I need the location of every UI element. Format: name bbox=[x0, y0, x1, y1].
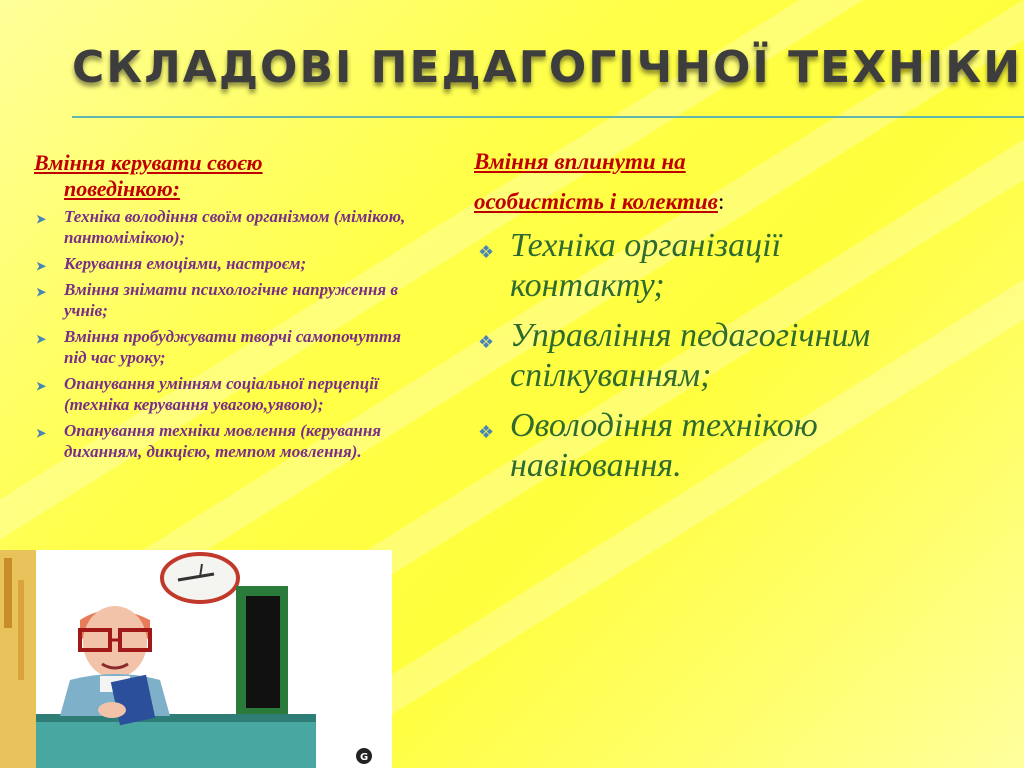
triangle-bullet-icon: ➤ bbox=[36, 426, 47, 440]
triangle-bullet-icon: ➤ bbox=[36, 379, 47, 393]
right-heading-line1: Вміння вплинути на bbox=[474, 149, 686, 174]
list-item-text: Вміння знімати психологічне напруження в учнів; bbox=[64, 280, 398, 320]
list-item bbox=[474, 226, 894, 306]
left-column bbox=[34, 150, 414, 467]
list-item bbox=[34, 279, 414, 321]
left-heading-line2: поведінкою: bbox=[64, 176, 180, 201]
triangle-bullet-icon: ➤ bbox=[36, 259, 47, 273]
right-heading bbox=[474, 142, 894, 222]
right-heading-colon: : bbox=[717, 189, 725, 214]
list-item bbox=[474, 406, 894, 486]
left-heading bbox=[34, 150, 414, 202]
wall-stripe bbox=[18, 580, 24, 680]
list-item-text: Опанування техніки мовлення (керування диханням, дикцією, темпом мовлення). bbox=[64, 421, 382, 461]
right-column bbox=[474, 142, 894, 496]
slide-title: СКЛАДОВІ ПЕДАГОГІЧНОЇ ТЕХНІКИ bbox=[72, 42, 1023, 93]
list-item-text: Управління педагогічним спілкуванням; bbox=[510, 317, 871, 394]
wall-stripe bbox=[4, 558, 12, 628]
teacher-illustration bbox=[0, 550, 392, 768]
list-item-text: Техніка організації контакту; bbox=[510, 227, 782, 304]
left-heading-line1: Вміння керувати своєю bbox=[34, 150, 263, 175]
clock-icon bbox=[162, 554, 238, 602]
title-divider bbox=[72, 116, 1024, 118]
publisher-logo bbox=[356, 748, 372, 764]
list-item bbox=[34, 326, 414, 368]
diamond-bullet-icon: ❖ bbox=[478, 242, 495, 262]
chalkboard-icon bbox=[236, 586, 288, 718]
teacher-figure bbox=[60, 606, 170, 725]
diamond-bullet-icon: ❖ bbox=[478, 422, 495, 442]
right-bullet-list bbox=[474, 226, 894, 486]
teacher-at-desk-illustration bbox=[0, 550, 392, 768]
left-bullet-list bbox=[34, 206, 414, 462]
list-item-text: Вміння пробуджувати творчі самопочуття під час уроку; bbox=[64, 327, 402, 367]
list-item bbox=[474, 316, 894, 396]
list-item-text: Техніка володіння своїм організмом (мімікою, пантомімікою); bbox=[64, 207, 406, 247]
list-item-text: Опанування умінням соціальної перцепції (техніка керування увагою,уявою); bbox=[64, 374, 379, 414]
triangle-bullet-icon: ➤ bbox=[36, 212, 47, 226]
triangle-bullet-icon: ➤ bbox=[36, 285, 47, 299]
desk bbox=[36, 718, 316, 768]
diamond-bullet-icon: ❖ bbox=[478, 332, 495, 352]
list-item-text: Оволодіння технікою навіювання. bbox=[510, 407, 818, 484]
list-item bbox=[34, 206, 414, 248]
triangle-bullet-icon: ➤ bbox=[36, 332, 47, 346]
list-item-text: Керування емоціями, настроєм; bbox=[64, 254, 307, 273]
list-item bbox=[34, 420, 414, 462]
right-heading-line2: особистість і колектив bbox=[474, 189, 718, 214]
list-item bbox=[34, 373, 414, 415]
list-item bbox=[34, 253, 414, 274]
logo-text: G bbox=[360, 752, 369, 763]
